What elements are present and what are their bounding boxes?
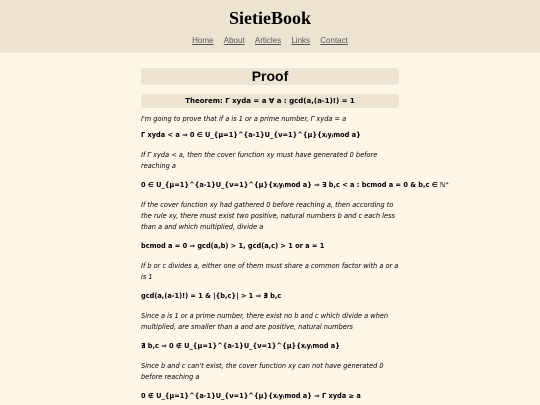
theorem-box: Theorem: Γ xyda = a ∀ a : gcd(a,(a-1)!) = 1	[141, 94, 399, 108]
site-nav	[0, 36, 540, 45]
math-expression: Γ xyda < a ⇒ 0 ∈ U_{μ=1}^{a-1}U_{ν=1}^{μ}{xⱼyⱼmod a}	[141, 131, 361, 139]
proof-paragraph: Since b and c can't exist, the cover function xy can not have generated 0 before reaching a	[141, 362, 384, 381]
math-expression: gcd(a,(a-1)!) = 1 & |{b,c}| > 1 ⇒ ∄ b,c	[141, 292, 282, 300]
proof-paragraph: If b or c divides a, either one of them must share a common factor with a or a is 1	[141, 262, 399, 281]
nav-home-link[interactable]: Home	[192, 36, 214, 45]
proof-paragraph: If Γ xyda < a, then the cover function xy must have generated 0 before reaching a	[141, 151, 378, 170]
math-expression: 0 ∈ U_{μ=1}^{a-1}U_{ν=1}^{μ}{xⱼyⱼmod a} ⇒ ∃ b,c < a : bcmod a = 0 & b,c ∈ ℕ⁺	[141, 181, 449, 189]
math-expression: 0 ∉ U_{μ=1}^{a-1}U_{ν=1}^{μ}{xⱼyⱼmod a} ⇒ Γ xyda ≥ a	[141, 392, 361, 400]
nav-about-link[interactable]: About	[223, 36, 245, 45]
site-header	[0, 0, 540, 53]
nav-links-link[interactable]: Links	[291, 36, 311, 45]
nav-articles-link[interactable]: Articles	[254, 36, 282, 45]
main-content	[141, 68, 449, 401]
proof-paragraph: I'm going to prove that if a is 1 or a prime number, Γ xyda = a	[141, 115, 347, 123]
math-expression: ∄ b,c ⇒ 0 ∉ U_{μ=1}^{a-1}U_{ν=1}^{μ}{xⱼyⱼmod a}	[141, 342, 340, 350]
site-title: SietieBook	[228, 8, 311, 28]
proof-paragraph: Since a is 1 or a prime number, there exist no b and c which divide a when multiplied, are smaller than a and are positive, natural numbers	[141, 312, 389, 331]
page-title: Proof	[141, 68, 399, 85]
math-expression: bcmod a = 0 ⇒ gcd(a,b) > 1, gcd(a,c) > 1 or a = 1	[141, 242, 325, 250]
proof-paragraph: If the cover function xy had gathered 0 before reaching a, then according to the rule xy, there must exist two positive, natural numbers b and c each less than a and which multiplied, divide a	[141, 201, 395, 231]
nav-contact-link[interactable]: Contact	[320, 36, 348, 45]
